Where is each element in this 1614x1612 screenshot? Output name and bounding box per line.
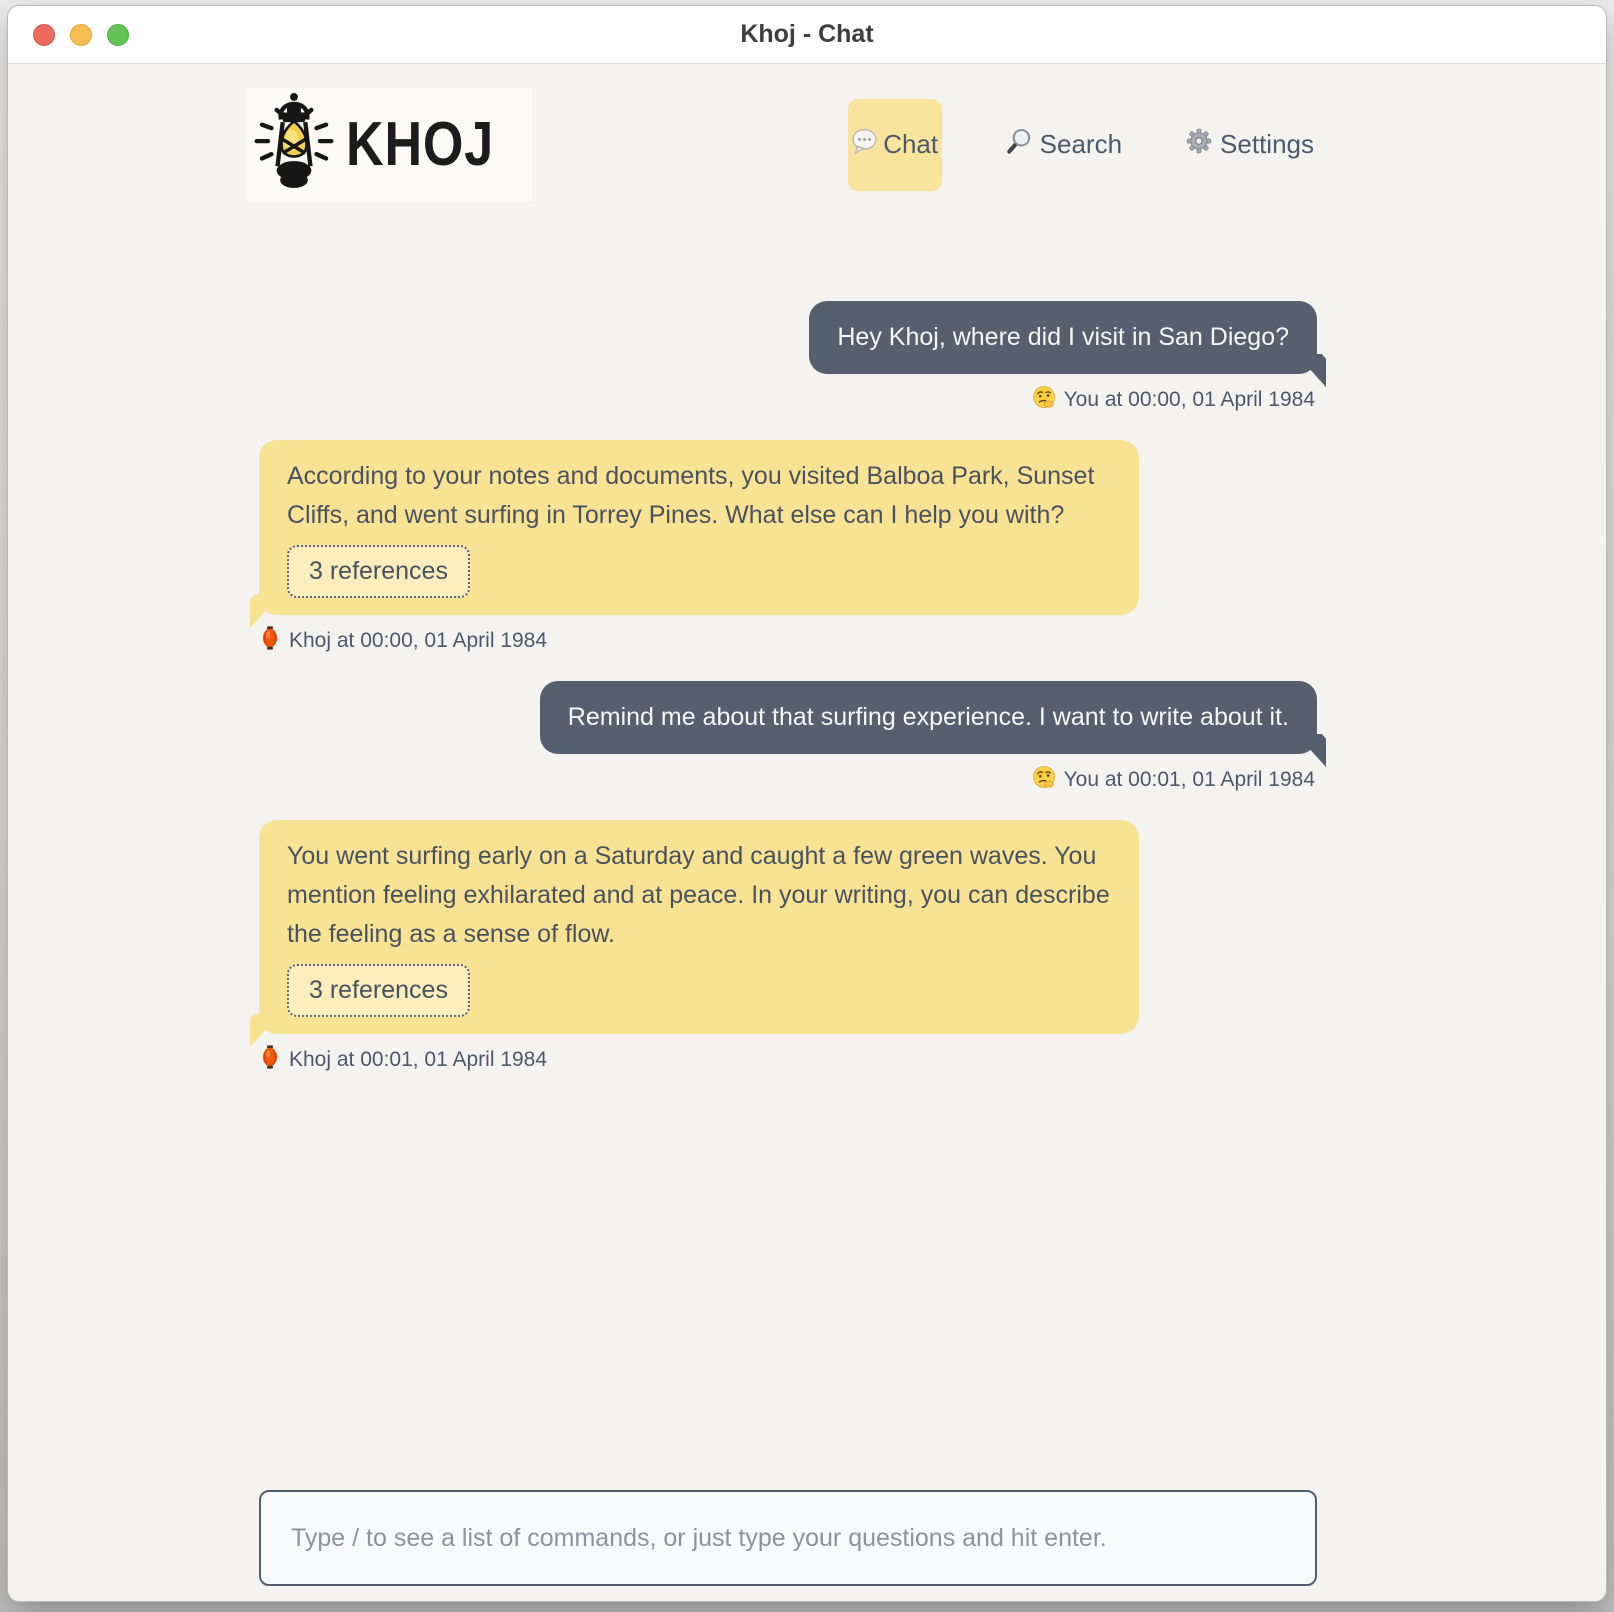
khoj-message bbox=[259, 820, 1317, 1075]
main-nav bbox=[848, 99, 1314, 191]
gear-icon bbox=[1186, 128, 1212, 161]
khoj-message bbox=[259, 440, 1317, 656]
message-meta bbox=[259, 1045, 547, 1075]
message-meta-text: Khoj at 00:01, 01 April 1984 bbox=[289, 1048, 548, 1071]
tab-chat[interactable] bbox=[848, 99, 942, 191]
lantern-logo-icon bbox=[250, 90, 338, 199]
tab-settings-label: Settings bbox=[1220, 129, 1314, 159]
magnifying-glass-icon bbox=[1006, 128, 1032, 161]
zoom-button[interactable] bbox=[107, 24, 129, 46]
references-button[interactable]: 3 references bbox=[287, 964, 470, 1017]
bubble-tail bbox=[1296, 354, 1326, 387]
tab-chat-label: Chat bbox=[883, 129, 939, 159]
message-meta-text: You at 00:00, 01 April 1984 bbox=[1063, 388, 1315, 411]
message-text: Hey Khoj, where did I visit in San Diego? bbox=[837, 323, 1289, 351]
message-text: Remind me about that surfing experience. I want to write about it. bbox=[567, 703, 1289, 731]
chat-bubble-icon bbox=[851, 128, 878, 162]
logo-text: KHOJ bbox=[346, 110, 495, 179]
red-lantern-icon bbox=[259, 1045, 281, 1075]
close-button[interactable] bbox=[33, 24, 55, 46]
message-text: You went surfing early on a Saturday and caught a few green waves. You mention feeling exhilarated and at peace. In your writing, you can describe the feeling as a sense of flow. bbox=[287, 842, 1110, 948]
chat-input[interactable] bbox=[259, 1490, 1317, 1586]
khoj-logo bbox=[246, 88, 532, 201]
red-lantern-icon bbox=[259, 626, 281, 656]
tab-search[interactable] bbox=[1006, 128, 1122, 161]
minimize-button[interactable] bbox=[70, 24, 92, 46]
user-message-bubble bbox=[809, 301, 1317, 374]
khoj-message-bubble bbox=[259, 820, 1139, 1034]
tab-settings[interactable] bbox=[1186, 128, 1314, 161]
app-header bbox=[8, 64, 1606, 201]
message-meta bbox=[259, 626, 547, 656]
references-button[interactable]: 3 references bbox=[287, 545, 470, 598]
khoj-message-bubble bbox=[259, 440, 1139, 615]
chat-input-bar bbox=[259, 1490, 1317, 1586]
bubble-tail bbox=[250, 595, 280, 628]
message-meta bbox=[1032, 765, 1315, 795]
bubble-tail bbox=[1296, 734, 1326, 767]
bubble-tail bbox=[250, 1014, 280, 1047]
user-message-bubble bbox=[540, 681, 1317, 754]
app-content bbox=[8, 64, 1606, 1601]
message-meta-text: You at 00:01, 01 April 1984 bbox=[1063, 768, 1315, 791]
thinking-face-icon bbox=[1032, 385, 1056, 415]
window-titlebar bbox=[8, 6, 1606, 64]
thinking-face-icon bbox=[1032, 765, 1056, 795]
tab-search-label: Search bbox=[1039, 129, 1123, 159]
traffic-lights bbox=[33, 6, 129, 63]
message-meta-text: Khoj at 00:00, 01 April 1984 bbox=[289, 629, 548, 652]
user-message bbox=[259, 681, 1317, 795]
message-text: According to your notes and documents, you visited Balboa Park, Sunset Cliffs, and went surfing in Torrey Pines. What else can I help you with? bbox=[287, 462, 1095, 529]
message-meta bbox=[1032, 385, 1315, 415]
app-window bbox=[7, 5, 1607, 1602]
chat-message-list bbox=[259, 301, 1317, 1100]
window-title: Khoj - Chat bbox=[740, 20, 874, 48]
user-message bbox=[259, 301, 1317, 415]
